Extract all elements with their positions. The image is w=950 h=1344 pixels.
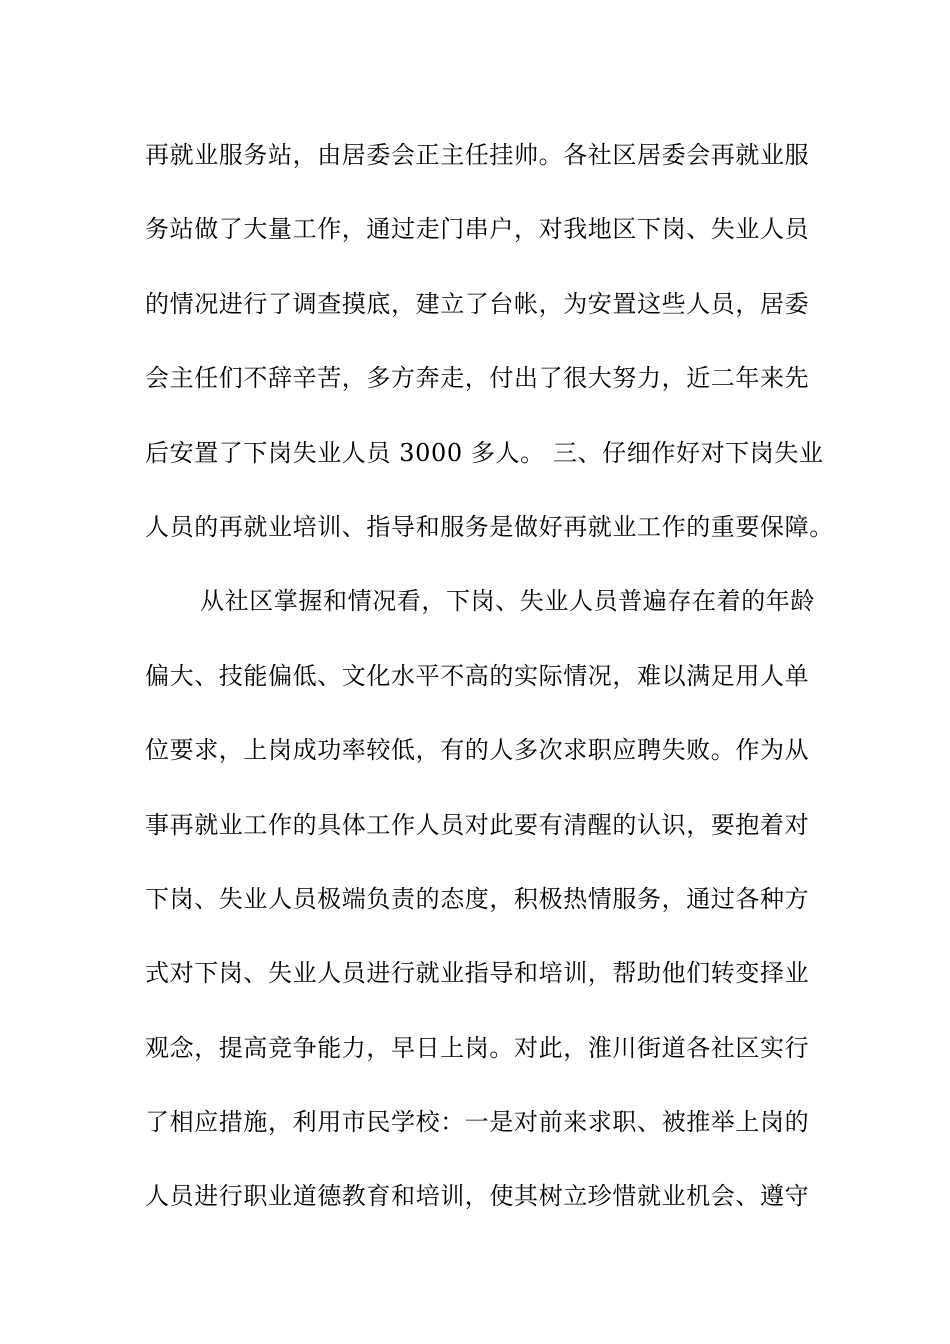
text-line: 了相应措施，利用市民学校：一是对前来求职、被推举上岗的 [145,1108,810,1137]
text-line: 事再就业工作的具体工作人员对此要有清醒的认识，要抱着对 [145,810,810,839]
text-line: 后安置了下岗失业人员 3000 多人。 三、仔细作好对下岗失业 [145,438,824,467]
text-line: 务站做了大量工作，通过走门串户，对我地区下岗、失业人员 [145,215,810,244]
text-line: 位要求，上岗成功率较低，有的人多次求职应聘失败。作为从 [145,736,810,765]
text-line: 人员的再就业培训、指导和服务是做好再就业工作的重要保障。 [145,512,834,541]
text-line: 再就业服务站，由居委会正主任挂帅。各社区居委会再就业服 [145,141,810,169]
text-line: 会主任们不辞辛苦，多方奔走，付出了很大努力，近二年来先 [145,364,810,393]
text-line: 式对下岗、失业人员进行就业指导和培训，帮助他们转变择业 [145,959,810,988]
text-line: 观念，提高竞争能力，早日上岗。对此，淮川街道各社区实行 [145,1033,810,1062]
text-line: 的情况进行了调查摸底，建立了台帐，为安置这些人员，居委 [145,289,810,318]
text-line: 人员进行职业道德教育和培训，使其树立珍惜就业机会、遵守 [145,1182,810,1211]
paragraph-first-line: 从社区掌握和情况看，下岗、失业人员普遍存在着的年龄 [200,587,815,616]
text-line: 下岗、失业人员极端负责的态度，积极热情服务，通过各种方 [145,884,810,913]
body-text [145,133,834,1249]
text-line: 偏大、技能偏低、文化水平不高的实际情况，难以满足用人单 [145,661,810,690]
